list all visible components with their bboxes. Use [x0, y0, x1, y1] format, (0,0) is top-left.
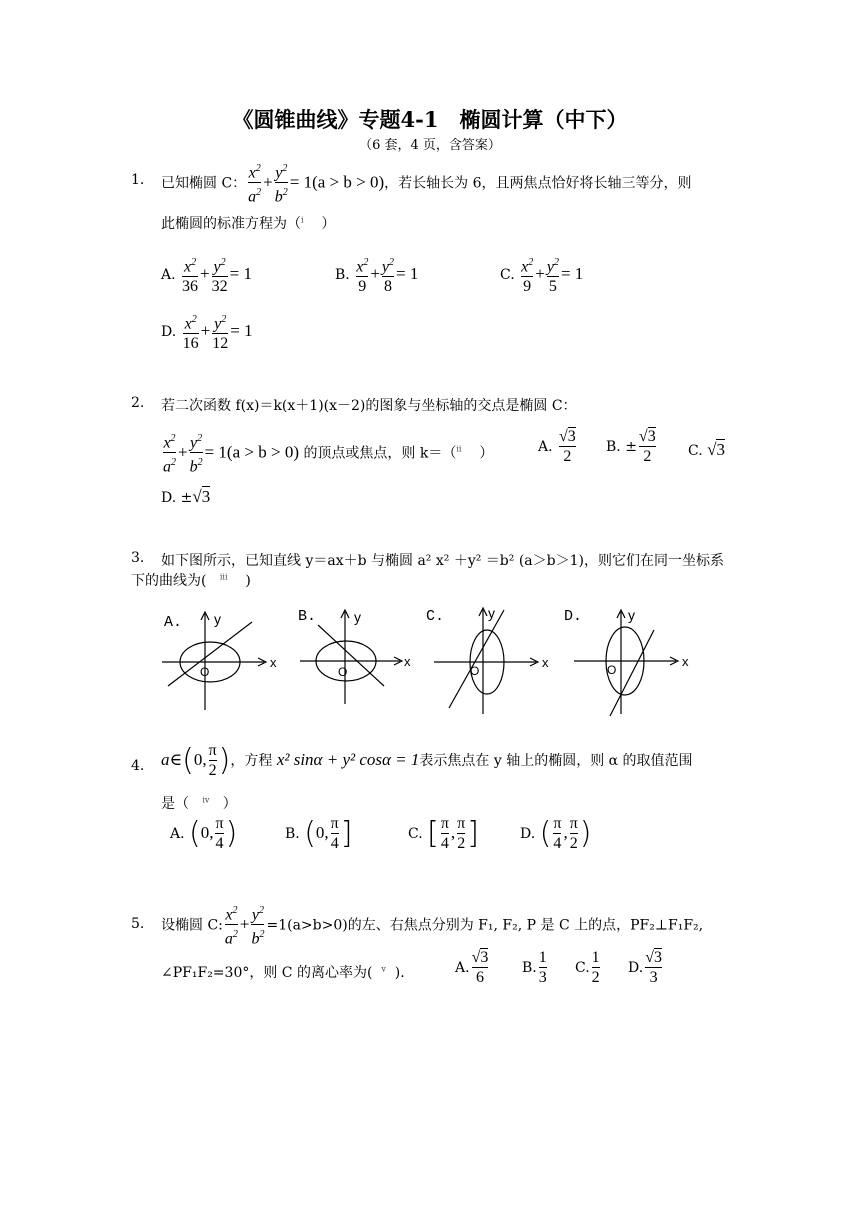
- q5-mark: v: [381, 964, 386, 974]
- q4-a-four: 4: [215, 835, 224, 852]
- q1-option-d[interactable]: D. $\frac{x^2}{16}$ + $\frac{y^2}{12}$ = 1: [161, 314, 253, 353]
- q3-graph-c-origin: O: [470, 664, 480, 678]
- q4-option-b-label: B.: [285, 826, 300, 842]
- q2-option-c-label: C.: [688, 443, 703, 459]
- page-title: 《圆锥曲线》专题4-1 椭圆计算（中下）: [232, 107, 628, 132]
- q4-number: 4.: [131, 758, 145, 774]
- q2-option-a[interactable]: A. $\frac{√3}{2}$: [538, 428, 576, 465]
- q4-d-pi1: π: [553, 815, 562, 832]
- q5-line2-text: ∠PF₁F₂=30°，则 C 的离心率为(: [161, 965, 373, 981]
- q3-graph-c-x-label: x: [542, 655, 549, 670]
- q5-b-num: 1: [538, 949, 547, 966]
- q2-number: 2.: [131, 395, 145, 411]
- q4-option-a[interactable]: A. (0, $\frac{\pi}{4}$ ): [170, 815, 238, 852]
- q3-line2-text: 下的曲线为(: [131, 573, 207, 589]
- q5-option-d-label: D.: [628, 960, 644, 976]
- q4-two: 2: [208, 762, 217, 779]
- q3-graph-d-x-label: x: [682, 654, 689, 669]
- q2-a-radicand: 3: [567, 428, 576, 445]
- q3-graph-c-line: [449, 610, 504, 708]
- q1-frac-y: $\frac{y^2}{b^2}$: [274, 163, 288, 206]
- q3-graph-d-y-label: y: [628, 607, 635, 623]
- q2-option-d-label: D. ±: [161, 490, 193, 506]
- q4-close: ）: [222, 796, 237, 812]
- q5-option-a-label: A.: [455, 960, 470, 976]
- q1-option-c-label: C.: [500, 267, 515, 284]
- q1-d-d2: 12: [212, 335, 229, 353]
- q4-option-d-label: D.: [520, 826, 536, 842]
- q5-a-den: 6: [472, 967, 489, 987]
- q4-in: ∈: [169, 750, 183, 769]
- q1-eq-cond: = 1(a > b > 0): [289, 172, 385, 192]
- q4-eq-text: ，方程: [230, 753, 277, 769]
- q3-line2: [131, 570, 251, 590]
- q5-number: 5.: [131, 916, 145, 932]
- q4-mark: iv: [202, 795, 210, 805]
- q4-line2-text: 是（: [161, 796, 189, 812]
- q3-graph-c-label: C.: [426, 608, 445, 625]
- q1-option-a-label: A.: [161, 267, 176, 284]
- q2-option-d[interactable]: D. ±√3: [161, 487, 211, 506]
- q2-b-den: 2: [639, 446, 656, 466]
- q5-close: ).: [394, 965, 405, 981]
- q3-graph-a-x-label: x: [270, 655, 277, 670]
- q1-line2-text: 此椭圆的标准方程为（: [161, 216, 301, 232]
- q1-option-d-label: D.: [161, 324, 177, 341]
- q4-pi: π: [208, 742, 217, 759]
- q3-graph-a-label: A.: [164, 614, 183, 631]
- q1-c-d2: 5: [547, 276, 559, 296]
- q3-graph-b-label: B.: [298, 608, 317, 625]
- q2-option-a-label: A.: [538, 439, 553, 455]
- q4-d-four: 4: [553, 835, 562, 852]
- q4-option-b[interactable]: B. (0, $\frac{\pi}{4}$ ]: [285, 815, 353, 852]
- q1-c-d1: 9: [521, 276, 533, 296]
- q5-pre: 设椭圆 C:: [161, 917, 223, 934]
- q5-option-c-label: C.: [575, 960, 590, 976]
- q1-post: ，若长轴长为 6，且两焦点恰好将长轴三等分，则: [384, 175, 692, 192]
- q4-c-pi2: π: [457, 815, 466, 832]
- q4-zero: 0,: [193, 750, 207, 769]
- q2-a-den: 2: [559, 446, 576, 466]
- q3-graph-b-x-label: x: [404, 654, 411, 669]
- q4-c-pi1: π: [440, 815, 449, 832]
- q3-graph-a[interactable]: [160, 604, 285, 714]
- q2-option-b[interactable]: B. ± $\frac{√3}{2}$: [606, 428, 656, 465]
- q1-option-b[interactable]: B. $\frac{x^2}{9}$ + $\frac{y^2}{8}$ = 1: [335, 257, 419, 296]
- q2-d-radicand: 3: [201, 487, 211, 506]
- q1-line1: 已知椭圆 C： $\frac{x^2}{a^2}$ + $\frac{y^2}{b^2}$ = 1(a > b > 0)，若长轴长为 6，且两焦点恰好将长轴三等分，则: [161, 160, 692, 207]
- q4-equation: x² sinα + y² cosα = 1: [276, 750, 420, 769]
- q4-d-two: 2: [569, 835, 578, 852]
- q5-option-c[interactable]: [575, 949, 602, 987]
- q5-line2: [161, 962, 405, 982]
- q3-graph-d-label: D.: [564, 608, 583, 625]
- q4-a-pi: π: [215, 815, 224, 832]
- q5-c-num: 1: [591, 949, 600, 966]
- q1-close: ）: [321, 216, 336, 232]
- q3-number: 3.: [131, 550, 145, 566]
- q5-option-d[interactable]: D. $\frac{√3}{3}$: [628, 949, 662, 986]
- q1-a-d2: 32: [211, 278, 228, 296]
- q5-option-a[interactable]: A. $\frac{√3}{6}$: [455, 949, 489, 986]
- q4-option-c[interactable]: C. [ $\frac{\pi}{4}$ , $\frac{\pi}{2}$ ]: [408, 815, 479, 852]
- q2-option-b-label: B. ±: [606, 439, 637, 455]
- q3-line1: 如下图所示，已知直线 y＝ax＋b 与椭圆 a² x² ＋y² ＝b² (a＞b＞1)，则它们在同一坐标系: [161, 553, 724, 569]
- q3-graph-b[interactable]: [296, 600, 421, 710]
- q2-mark: ii: [456, 444, 462, 454]
- q1-mark: i: [301, 215, 304, 225]
- q4-line1: a∈(0, $\frac{\pi}{2}$ )，方程 x² sinα + y² cosα = 1表示焦点在 y 轴上的椭圆，则 α 的取值范围: [161, 742, 693, 779]
- q3-graph-a-line: [168, 622, 252, 686]
- q5-c-den: 2: [591, 969, 600, 986]
- q2-close: ）: [479, 445, 494, 462]
- q5-d-den: 3: [645, 967, 662, 987]
- q2-line1: 若二次函数 f(x)＝k(x＋1)(x－2)的图象与坐标轴的交点是椭圆 C：: [161, 398, 577, 414]
- q3-graph-d[interactable]: [562, 602, 697, 720]
- q3-mark: iii: [219, 572, 228, 582]
- q3-graph-c-y-label: y: [488, 605, 495, 621]
- q2-c-radicand: 3: [716, 440, 725, 459]
- q1-d-d1: 16: [182, 335, 199, 353]
- q3-graph-b-origin: O: [338, 665, 348, 679]
- q3-graph-c[interactable]: [424, 600, 559, 718]
- q4-option-a-label: A.: [170, 826, 185, 842]
- q2-b-radicand: 3: [647, 428, 656, 445]
- q1-a-d1: 36: [182, 278, 199, 296]
- q4-b-four: 4: [330, 835, 339, 852]
- page-subtitle: （6 套，4 页，含答案）: [359, 138, 501, 153]
- q1-b-d2: 8: [382, 276, 394, 296]
- q3-graph-a-y-label: y: [214, 611, 221, 627]
- q1-number: 1.: [131, 172, 145, 188]
- q4-post: 表示焦点在 y 轴上的椭圆，则 α 的取值范围: [419, 753, 693, 769]
- q5-line1: 设椭圆 C: $\frac{x^2}{a^2}$ + $\frac{y^2}{b^2}$ =1(a>b>0)的左、右焦点分别为 F₁, F₂, P 是 C 上的点，PF₂⊥F₁F₂,: [161, 905, 704, 948]
- q4-b-pi: π: [330, 815, 339, 832]
- q4-option-d[interactable]: D. ( $\frac{\pi}{4}$ , $\frac{\pi}{2}$ ): [520, 815, 592, 852]
- q1-b-d1: 9: [356, 276, 368, 296]
- q4-c-four: 4: [440, 835, 449, 852]
- q5-b-den: 3: [538, 969, 547, 986]
- q5-d-radicand: 3: [653, 949, 662, 966]
- q1-line2: [161, 213, 335, 233]
- q3-close: ): [245, 573, 251, 589]
- q2-option-c[interactable]: C. √3: [688, 440, 725, 459]
- q3-graph-d-line: [610, 630, 654, 716]
- q4-option-c-label: C.: [408, 826, 423, 842]
- q5-option-b-label: B.: [522, 960, 537, 976]
- q1-pre: 已知椭圆 C：: [161, 175, 247, 192]
- q5-a-radicand: 3: [480, 949, 489, 966]
- q4-var-a: a: [161, 750, 170, 769]
- q3-graph-b-y-label: y: [354, 609, 361, 625]
- q2-line2: $\frac{x^2}{a^2}$ + $\frac{y^2}{b^2}$ = 1(a > b > 0) 的顶点或焦点，则 k＝（$^{ii}$ ）: [163, 433, 494, 476]
- q2-post: 的顶点或焦点，则 k＝（: [303, 445, 457, 462]
- q1-option-c[interactable]: C. $\frac{x^2}{9}$ + $\frac{y^2}{5}$ = 1: [500, 257, 584, 296]
- q4-c-two: 2: [457, 835, 466, 852]
- q5-post: =1(a>b>0)的左、右焦点分别为 F₁, F₂, P 是 C 上的点，PF₂⊥F₁F₂,: [266, 917, 704, 934]
- q3-graph-a-origin: O: [200, 665, 210, 679]
- q4-d-pi2: π: [569, 815, 578, 832]
- q5-option-b[interactable]: [522, 949, 549, 987]
- q1-option-b-label: B.: [335, 267, 350, 284]
- q1-frac-x: $\frac{x^2}{a^2}$: [248, 163, 262, 206]
- q1-option-a[interactable]: A. $\frac{x^2}{36}$ + $\frac{y^2}{32}$ = 1: [161, 257, 252, 296]
- q2-eq-cond: = 1(a > b > 0): [204, 442, 299, 462]
- q4-line2: [161, 793, 237, 813]
- q3-graph-d-origin: O: [607, 663, 617, 677]
